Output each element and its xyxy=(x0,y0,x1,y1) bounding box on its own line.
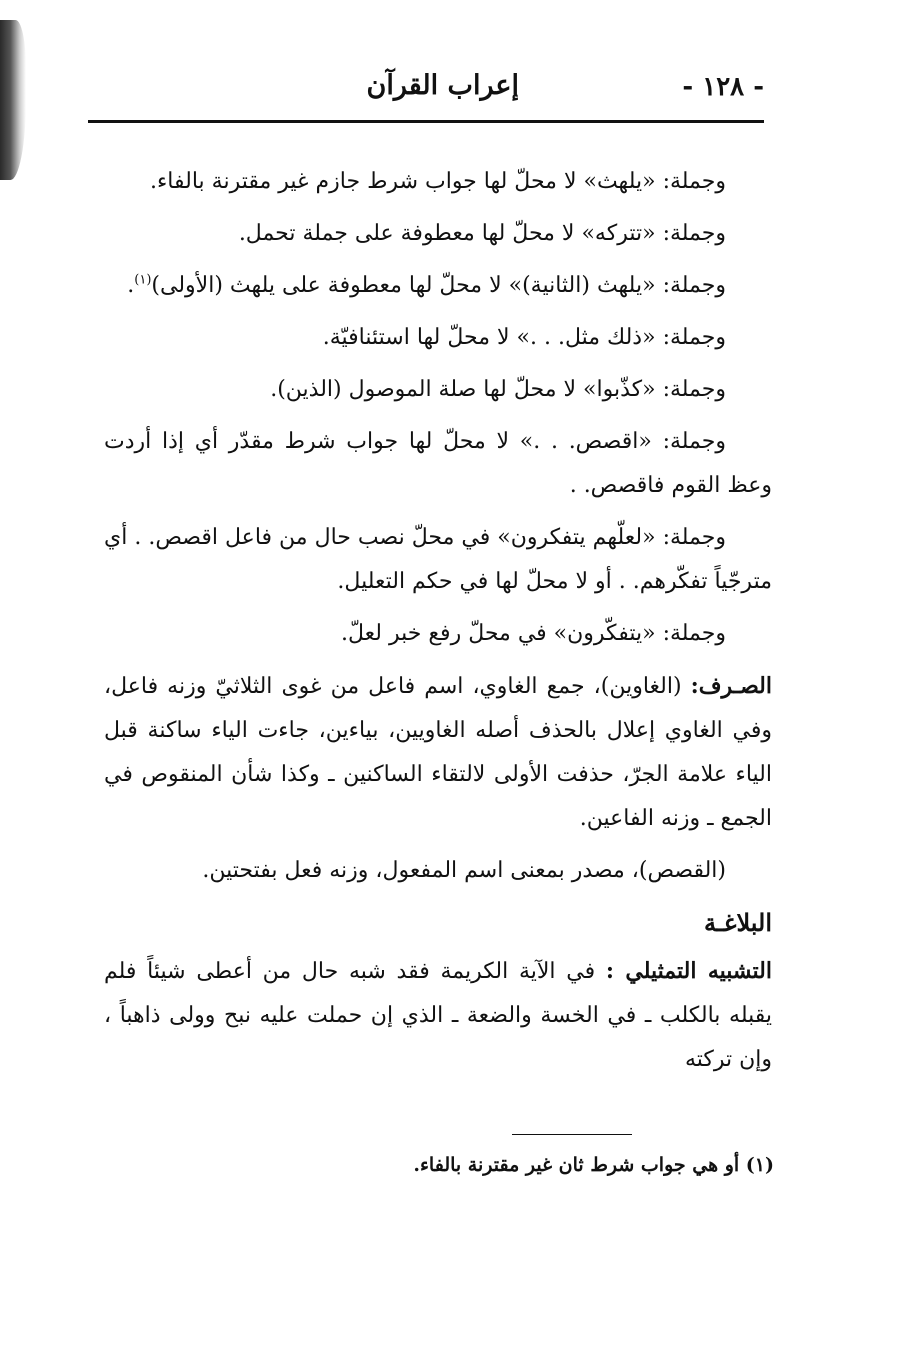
sarf-paragraph-2 xyxy=(104,849,772,893)
paragraph-tail: . xyxy=(127,273,135,298)
paragraph-label: وجملة: xyxy=(662,221,726,246)
footnote-rule xyxy=(512,1134,632,1135)
paragraph-label: وجملة: xyxy=(662,377,726,402)
scan-edge-shadow xyxy=(0,20,26,180)
paragraph xyxy=(104,368,772,412)
paragraph-label: وجملة: xyxy=(662,525,726,550)
balagha-text: في الآية الكريمة فقد شبه حال من أعطى شيئاً فلم يقبله بالكلب ـ في الخسة والضعة ـ الذي إن حملت عليه نبح وولى ذاهباً ، وإن تركته xyxy=(104,959,772,1072)
paragraph-label: وجملة: xyxy=(662,621,726,646)
sarf-text-2: (القصص)، مصدر بمعنى اسم المفعول، وزنه فعل بفتحتين. xyxy=(202,858,726,883)
footnote: (١) أو هي جواب شرط ثان غير مقترنة بالفاء. xyxy=(413,1154,774,1176)
paragraph-text: «تتركه» لا محلّ لها معطوفة على جملة تحمل. xyxy=(238,221,656,246)
paragraph xyxy=(104,612,772,656)
paragraph-text: «كذّبوا» لا محلّ لها صلة الموصول (الذين). xyxy=(270,377,656,402)
paragraph-text: «ذلك مثل. . .» لا محلّ لها استئنافيّة. xyxy=(322,325,656,350)
paragraph xyxy=(104,516,772,604)
paragraph-label: وجملة: xyxy=(662,169,726,194)
paragraph-text: «لعلّهم يتفكرون» في محلّ نصب حال من فاعل اقصص. . أي مترجّياً تفكّرهم. . أو لا محلّ لها في حكم التعليل. xyxy=(104,525,772,594)
balagha-paragraph xyxy=(104,949,772,1082)
balagha-title: البلاغـة xyxy=(704,908,772,937)
paragraph-text: «يلهث» لا محلّ لها جواب شرط جازم غير مقترنة بالفاء. xyxy=(149,169,656,194)
paragraph xyxy=(104,160,772,204)
paragraph xyxy=(104,212,772,256)
paragraph-label: وجملة: xyxy=(662,325,726,350)
sarf-paragraph xyxy=(104,664,772,841)
paragraph xyxy=(104,420,772,508)
page-header xyxy=(88,66,764,116)
paragraph-text: «يلهث (الثانية)» لا محلّ لها معطوفة على يلهث (الأولى) xyxy=(151,273,656,298)
running-title: إعراب القرآن xyxy=(366,70,519,101)
header-rule xyxy=(88,120,764,123)
paragraph-text: «يتفكّرون» في محلّ رفع خبر لعلّ. xyxy=(341,621,656,646)
sarf-label: الصـرف: xyxy=(690,673,772,699)
paragraph xyxy=(104,316,772,360)
paragraph xyxy=(104,264,772,308)
footnote-reference[interactable]: (١) xyxy=(134,272,152,288)
sarf-text: (الغاوين)، جمع الغاوي، اسم فاعل من غوى الثلاثيّ وزنه فاعل، وفي الغاوي إعلال بالحذف أصله الغاويين، بياءين، جاءت الياء ساكنة قبل الياء علامة الجرّ، حذفت الأولى لالتقاء الساكنين ـ وكذا شأن المنقوص في الجمع ـ وزنه الفاعين. xyxy=(104,674,772,831)
balagha-label: التشبيه التمثيلي : xyxy=(605,958,772,984)
main-text xyxy=(104,160,772,1090)
paragraph-label: وجملة: xyxy=(662,273,726,298)
paragraph-label: وجملة: xyxy=(662,429,726,454)
page-number: - ١٢٨ - xyxy=(682,72,764,102)
paragraph-text: «اقصص. . .» لا محلّ لها جواب شرط مقدّر أي إذا أردت وعظ القوم فاقصص. . xyxy=(104,429,772,498)
